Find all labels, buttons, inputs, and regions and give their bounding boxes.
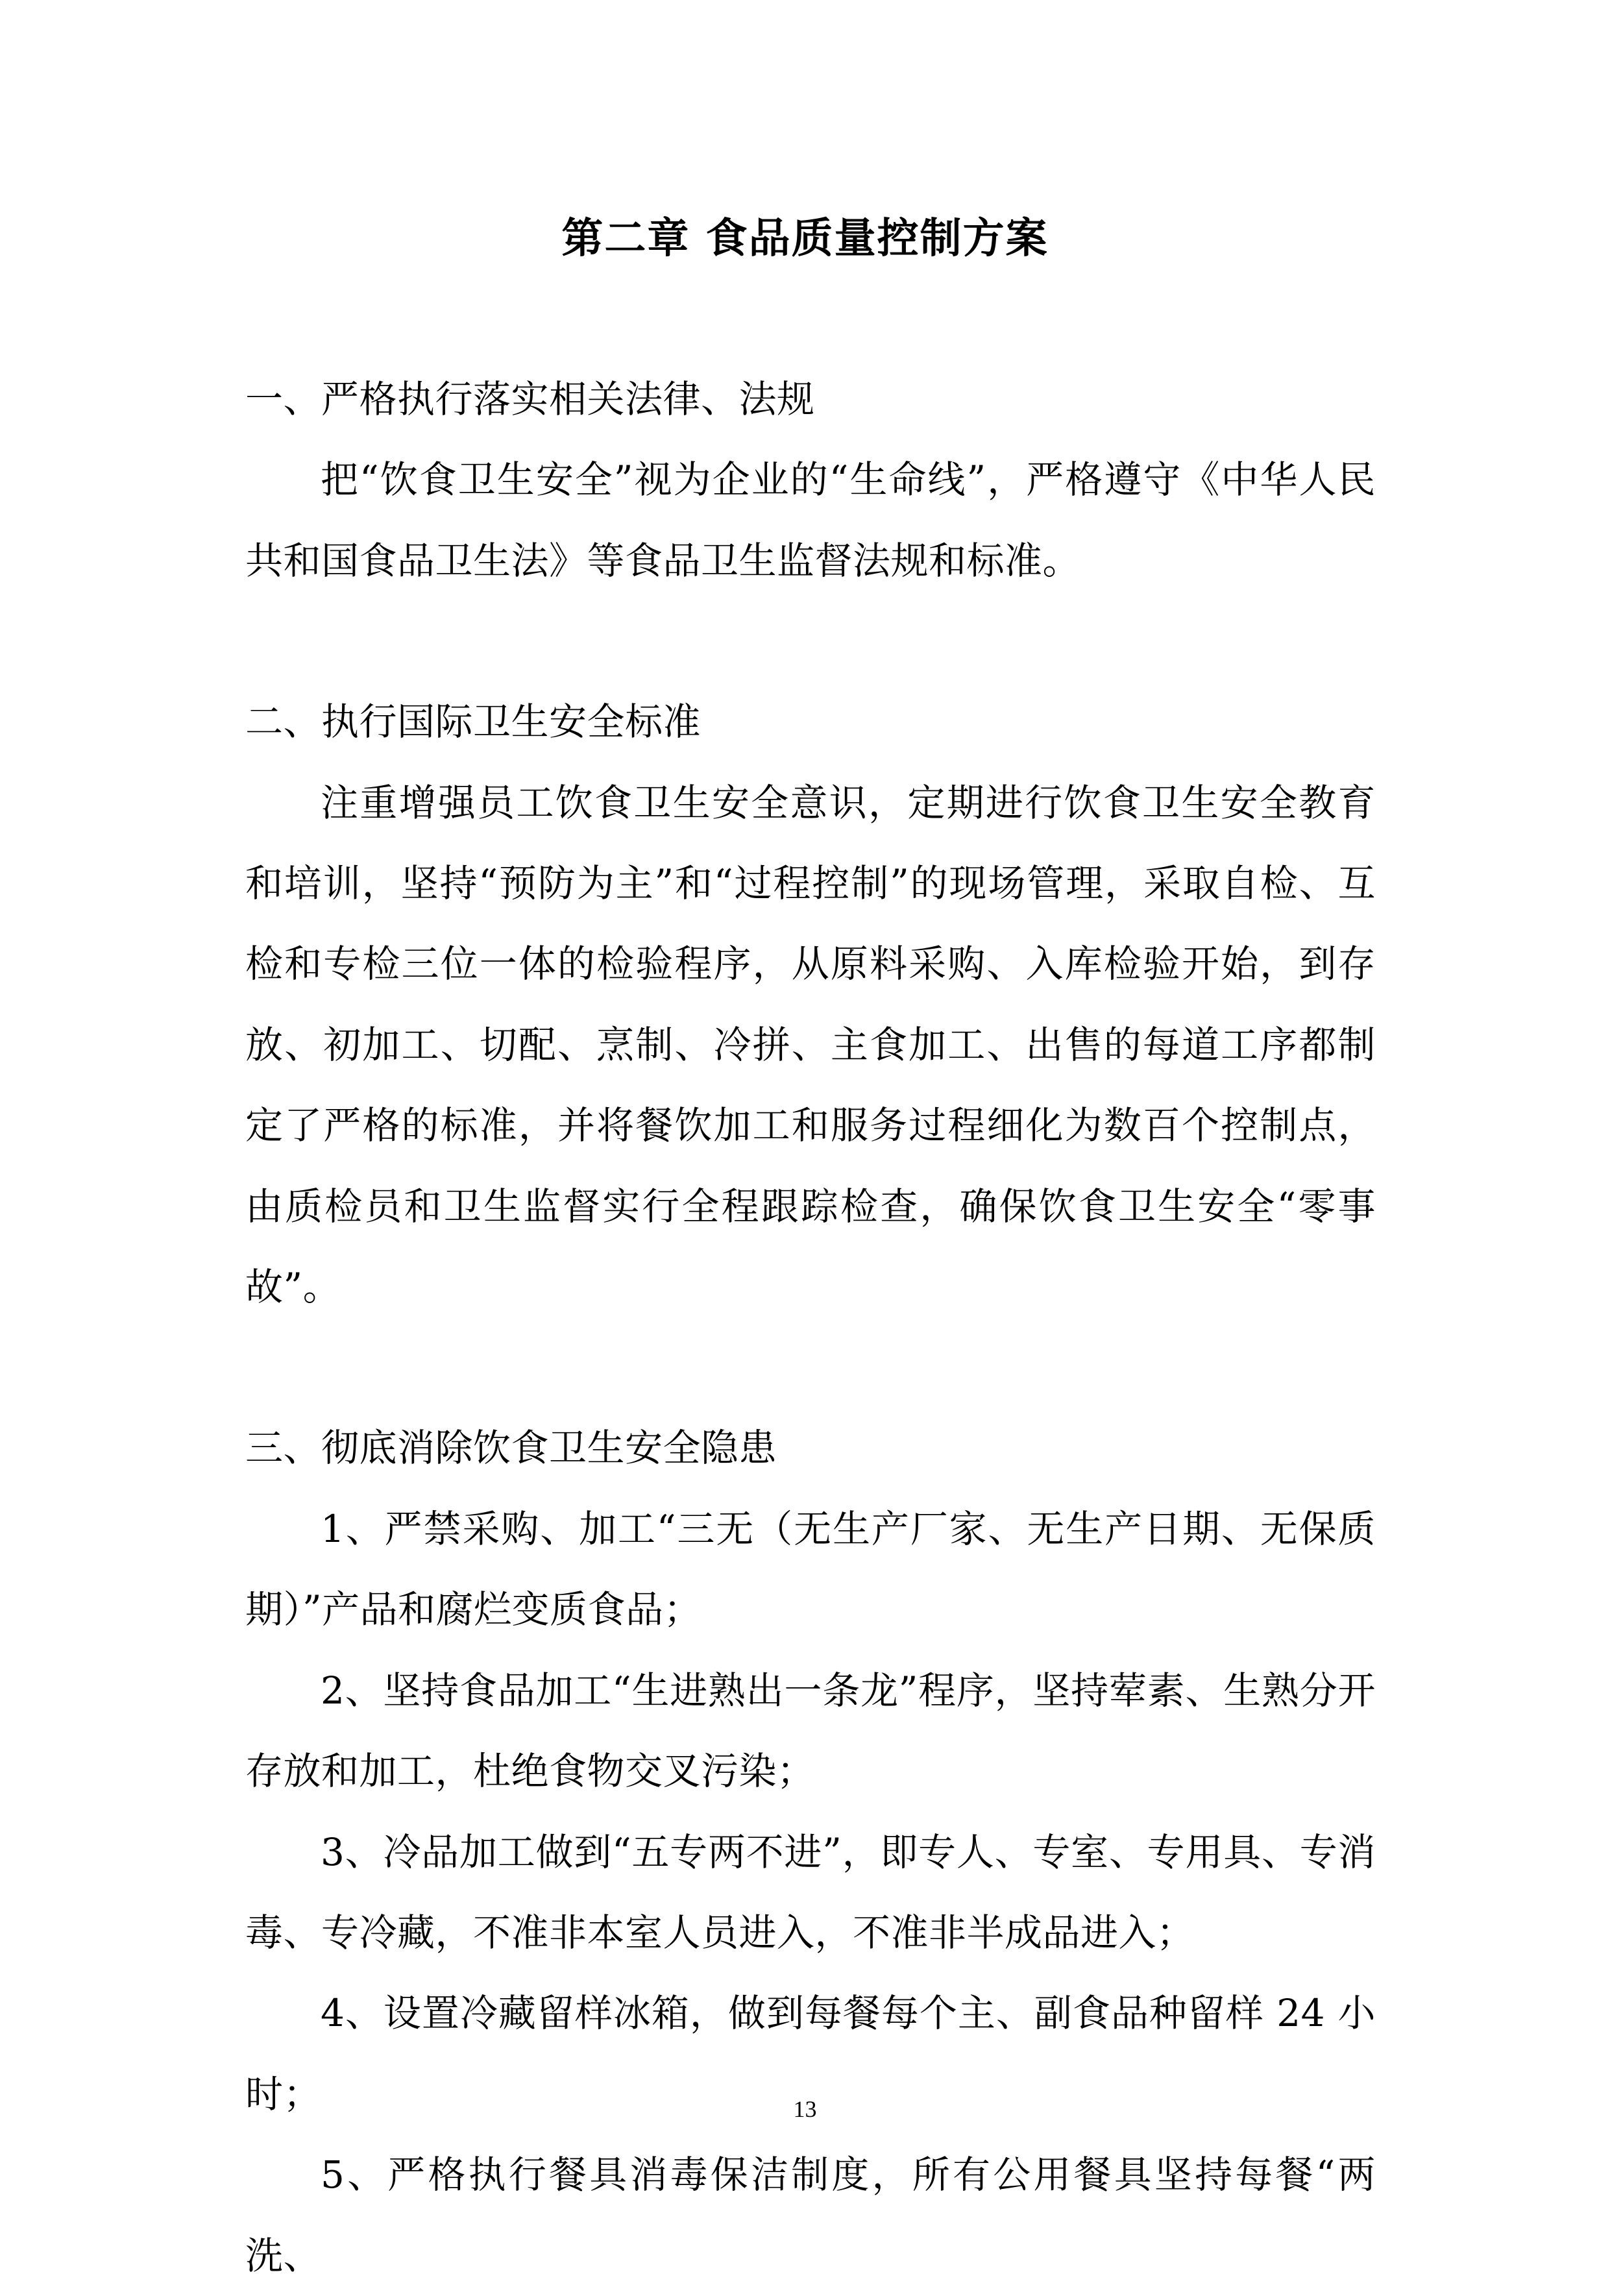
list-item-5: 5、严格执行餐具消毒保洁制度，所有公用餐具坚持每餐“两洗、	[245, 2153, 1376, 2278]
section-heading-3: 三、彻底消除饮食卫生安全隐患	[245, 1426, 777, 1471]
section-spacer	[245, 601, 1376, 681]
list-item-2: 2、坚持食品加工“生进熟出一条龙”程序，坚持荤素、生熟分开存放和加工，杜绝食物交叉污染；	[245, 1668, 1376, 1794]
section-1-paragraph: 把“饮食卫生安全”视为企业的“生命线”，严格遵守《中华人民共和国食品卫生法》等食品卫生监督法规和标准。	[245, 458, 1376, 583]
chapter-title: 第二章 食品质量控制方案	[561, 214, 1049, 263]
section-heading-2: 二、执行国际卫生安全标准	[245, 700, 701, 744]
document-body	[245, 359, 1376, 2296]
section-spacer	[245, 1327, 1376, 1408]
page-number: 13	[793, 2096, 817, 2122]
list-item-4: 4、设置冷藏留样冰箱，做到每餐每个主、副食品种留样 24 小时；	[245, 1991, 1376, 2116]
section-2-paragraph: 注重增强员工饮食卫生安全意识，定期进行饮食卫生安全教育和培训，坚持“预防为主”和“过程控制”的现场管理，采取自检、互检和专检三位一体的检验程序，从原料采购、入库检验开始，到存放、初加工、切配、烹制、冷拼、主食加工、出售的每道工序都制定了严格的标准，并将餐饮加工和服务过程细化为数百个控制点，由质检员和卫生监督实行全程跟踪检查，确保饮食卫生安全“零事故”。	[245, 780, 1376, 1310]
list-item-1: 1、严禁采购、加工“三无（无生产厂家、无生产日期、无保质期）”产品和腐烂变质食品；	[245, 1506, 1376, 1632]
list-item-3: 3、冷品加工做到“五专两不进”，即专人、专室、专用具、专消毒、专冷藏，不准非本室人员进入，不准非半成品进入；	[245, 1829, 1376, 1955]
section-heading-1: 一、严格执行落实相关法律、法规	[245, 377, 815, 421]
